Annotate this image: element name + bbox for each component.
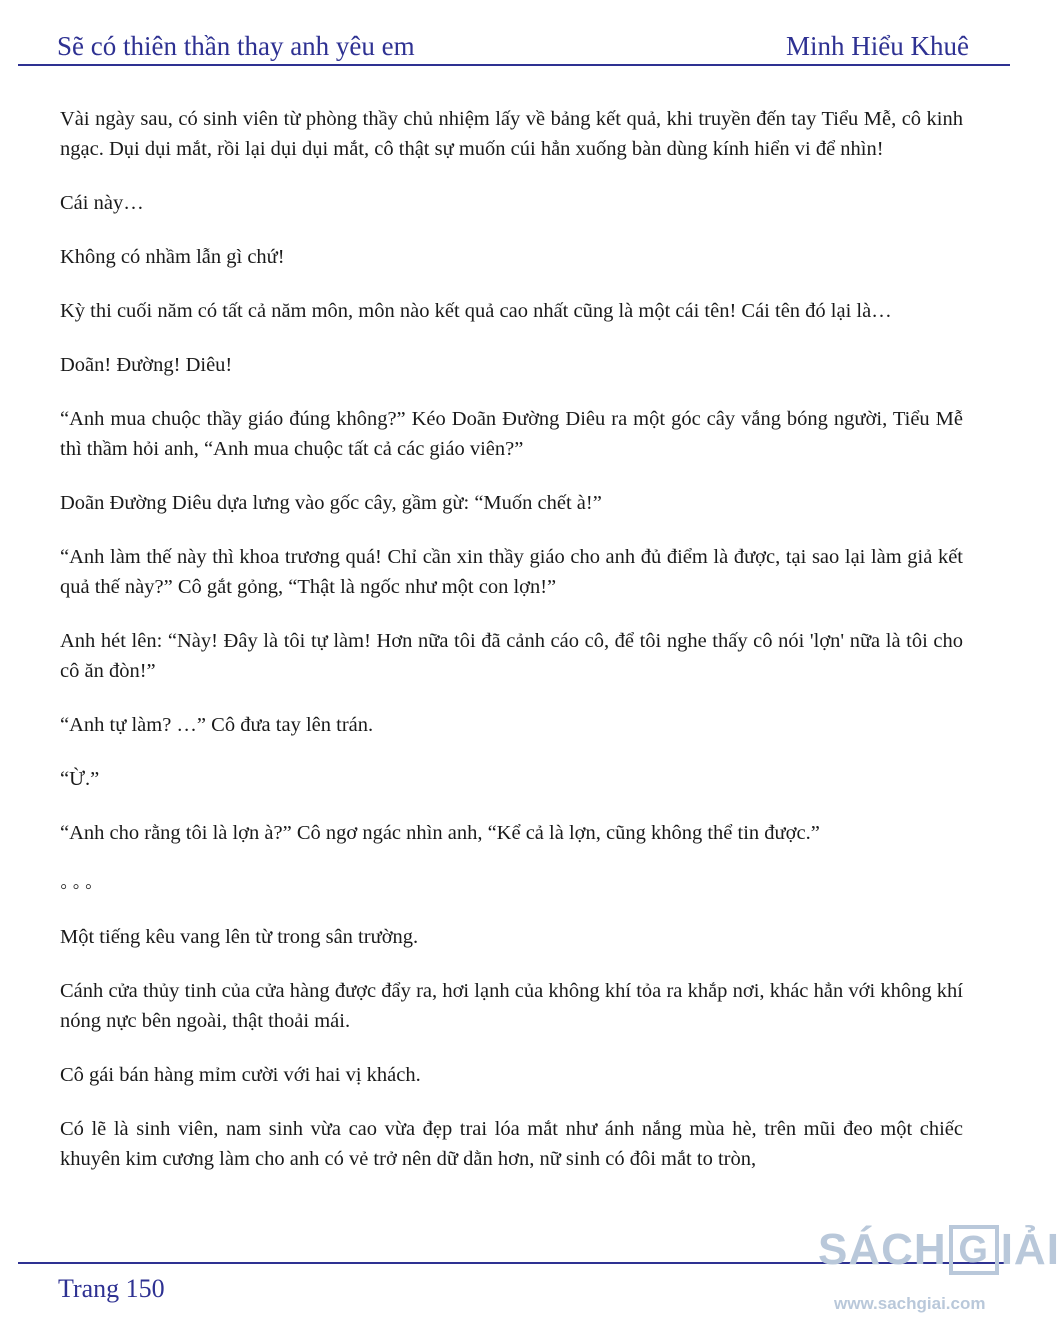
watermark-logo-box: G bbox=[949, 1225, 999, 1275]
book-author: Minh Hiểu Khuê bbox=[786, 31, 969, 61]
paragraph: “Anh tự làm? …” Cô đưa tay lên trán. bbox=[60, 714, 374, 736]
header-divider bbox=[18, 64, 1010, 66]
paragraph: “Anh mua chuộc thầy giáo đúng không?” Kéo Doãn Đường Diêu ra một góc cây vắng bóng người, Tiểu Mễ thì thầm hỏi anh, “Anh mua chuộc tất cả các giáo viên?” bbox=[60, 408, 963, 460]
paragraph: “Anh cho rằng tôi là lợn à?” Cô ngơ ngác nhìn anh, “Kể cả là lợn, cũng không thể tin được.” bbox=[60, 822, 820, 844]
page-header bbox=[57, 26, 969, 62]
book-title: Sẽ có thiên thần thay anh yêu em bbox=[57, 31, 415, 61]
page-body bbox=[60, 104, 963, 1198]
paragraph: “Anh làm thế này thì khoa trương quá! Chỉ cần xin thầy giáo cho anh đủ điểm là được, tại sao lại làm giả kết quả thế này?” Cô gắt gỏng, “Thật là ngốc như một con lợn!” bbox=[60, 546, 963, 598]
watermark bbox=[818, 1225, 1060, 1321]
section-separator: ◦ ◦ ◦ bbox=[60, 876, 93, 898]
paragraph: Một tiếng kêu vang lên từ trong sân trường. bbox=[60, 926, 419, 948]
paragraph: Cánh cửa thủy tinh của cửa hàng được đẩy ra, hơi lạnh của không khí tỏa ra khắp nơi, khác hẳn với không khí nóng nực bên ngoài, thật thoải mái. bbox=[60, 980, 963, 1032]
paragraph: Kỳ thi cuối năm có tất cả năm môn, môn nào kết quả cao nhất cũng là một cái tên! Cái tên đó lại là… bbox=[60, 300, 892, 322]
paragraph: Không có nhầm lẫn gì chứ! bbox=[60, 246, 285, 268]
paragraph: Vài ngày sau, có sinh viên từ phòng thầy chủ nhiệm lấy về bảng kết quả, khi truyền đến tay Tiểu Mễ, cô kinh ngạc. Dụi dụi mắt, rồi lại dụi dụi mắt, cô thật sự muốn cúi hẳn xuống bàn dùng kính hiển vi để nhìn! bbox=[60, 108, 963, 160]
watermark-logo-text: SÁCH bbox=[818, 1225, 947, 1274]
watermark-logo-text: IẢI bbox=[1000, 1225, 1060, 1274]
paragraph: Doãn Đường Diêu dựa lưng vào gốc cây, gầm gừ: “Muốn chết à!” bbox=[60, 492, 602, 514]
paragraph: Anh hét lên: “Này! Đây là tôi tự làm! Hơn nữa tôi đã cảnh cáo cô, để tôi nghe thấy cô nói 'lợn' nữa là tôi cho cô ăn đòn!” bbox=[60, 630, 963, 682]
paragraph: Cô gái bán hàng mỉm cười với hai vị khách. bbox=[60, 1064, 421, 1086]
paragraph: Doãn! Đường! Diêu! bbox=[60, 354, 233, 376]
watermark-url: www.sachgiai.com bbox=[834, 1294, 986, 1313]
watermark-logo bbox=[818, 1225, 1060, 1275]
page-number: Trang 150 bbox=[58, 1274, 165, 1303]
paragraph: “Ừ.” bbox=[60, 768, 100, 790]
paragraph: Cái này… bbox=[60, 192, 144, 214]
paragraph: Có lẽ là sinh viên, nam sinh vừa cao vừa đẹp trai lóa mắt như ánh nắng mùa hè, trên mũi đeo một chiếc khuyên kim cương làm cho anh có vẻ trở nên dữ dằn hơn, nữ sinh có đôi mắt to tròn, bbox=[60, 1118, 963, 1170]
